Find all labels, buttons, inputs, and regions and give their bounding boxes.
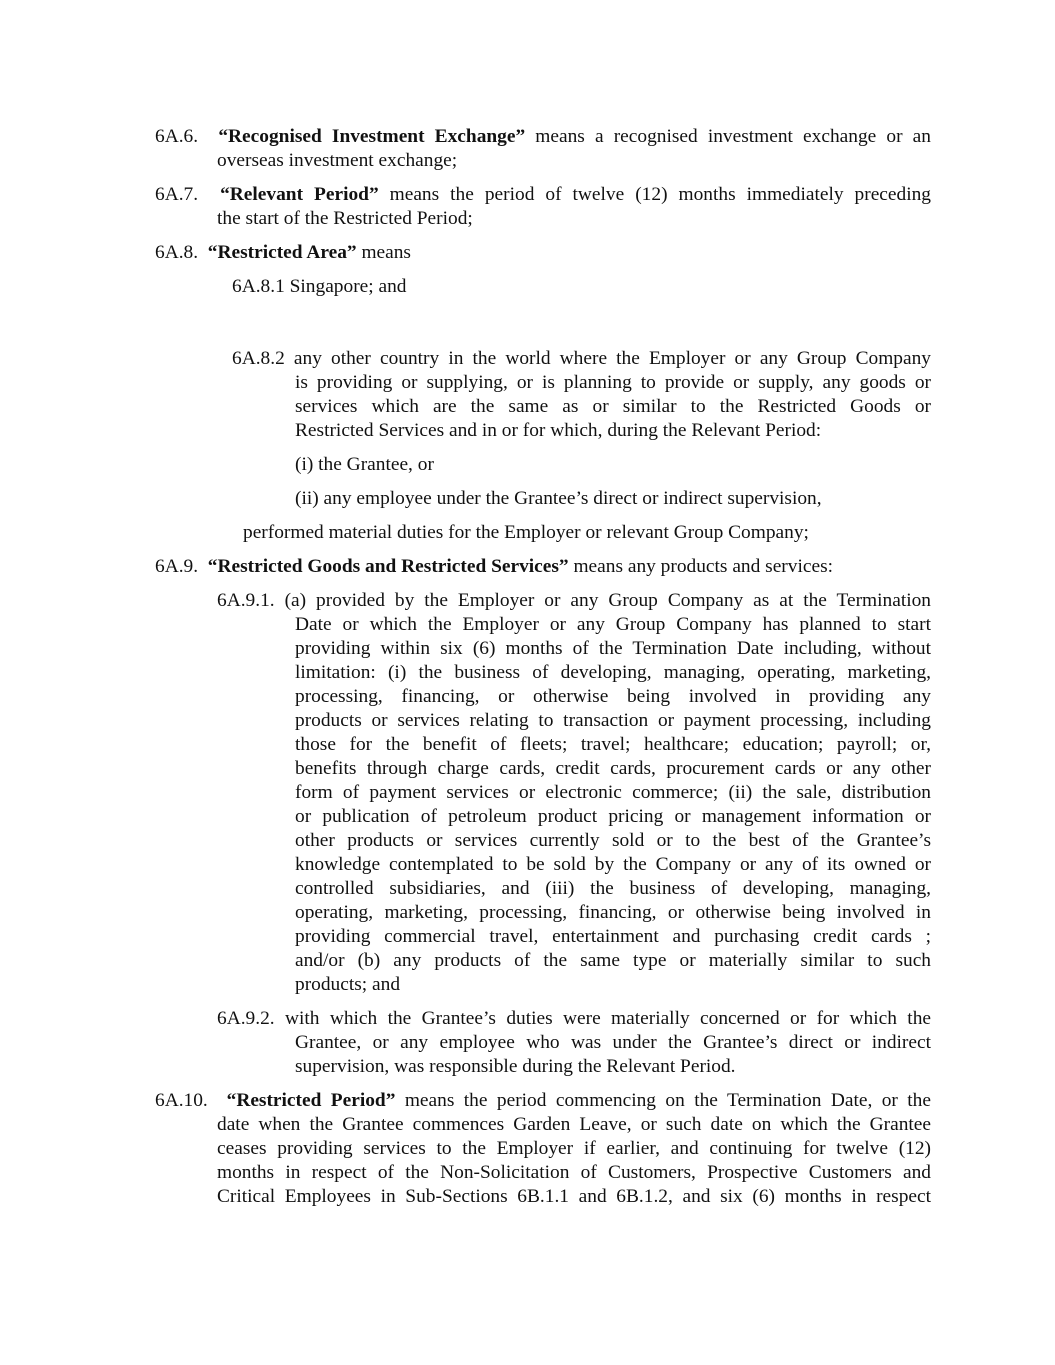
item-6A8-2-line: Restricted Services and in or for which, during the Relevant Period: [295,420,822,441]
item-6A9-1-line: form of payment services or electronic commerce; (ii) the sale, distribution [295,782,931,803]
item-6A9-2-line: Grantee, or any employee who was under the Grantee’s direct or indirect [295,1032,931,1053]
sub-item-i: (i) the Grantee, or [295,454,434,475]
section-6A10-line1 [155,1089,931,1113]
item-6A9-1-line: 6A.9.1. (a) provided by the Employer or any Group Company as at the Termination [217,590,931,611]
defined-term: “Restricted Period” [226,1090,396,1111]
defined-term: “Recognised Investment Exchange” [218,126,526,147]
sub-item-ii: (ii) any employee under the Grantee’s direct or indirect supervision, [295,488,822,509]
item-6A9-1-line: limitation: (i) the business of developing, managing, operating, marketing, [295,662,931,683]
item-6A9-1-line: controlled subsidiaries, and (iii) the business of developing, managing, [295,878,931,899]
section-number: 6A.10. [155,1090,208,1111]
item-6A8-2-line: services which are the same as or similar to the Restricted Goods or [295,396,931,417]
item-6A8-2-line: is providing or supplying, or is planning to provide or supply, any goods or [295,372,931,393]
item-6A9-2-line: 6A.9.2. with which the Grantee’s duties were materially concerned or for which the [217,1008,931,1029]
item-6A9-1-line: those for the benefit of fleets; travel; healthcare; education; payroll; or, [295,734,931,755]
defined-term: “Relevant Period” [220,184,379,205]
section-6A7-line1 [155,183,931,207]
definition-text: means any products and services: [568,556,833,577]
definition-text: means a recognised investment exchange or an [525,126,931,147]
item-6A8-2-line: 6A.8.2 any other country in the world where the Employer or any Group Company [232,348,931,369]
item-6A8-1: 6A.8.1 Singapore; and [232,276,407,297]
section-number: 6A.8. [155,242,199,263]
section-6A6-line1 [155,125,931,149]
section-number: 6A.6. [155,126,199,147]
section-6A10-line: date when the Grantee commences Garden Leave, or such date on which the Grantee [217,1114,931,1135]
item-6A9-1-line: products; and [295,974,401,995]
item-6A9-1-line: benefits through charge cards, credit cards, procurement cards or any other [295,758,931,779]
definition-text: means the period of twelve (12) months immediately preceding [378,184,931,205]
section-number: 6A.9. [155,556,199,577]
defined-term: “Restricted Goods and Restricted Services” [207,556,569,577]
section-6A6-line2: overseas investment exchange; [217,150,458,171]
item-6A9-2-line: supervision, was responsible during the Relevant Period. [295,1056,736,1077]
item-6A9-1-line: and/or (b) any products of the same type or materially similar to such [295,950,931,971]
section-6A10-line: ceases providing services to the Employer if earlier, and continuing for twelve (12) [217,1138,931,1159]
section-6A7-line2: the start of the Restricted Period; [217,208,473,229]
item-6A9-1-line: providing commercial travel, entertainment and purchasing credit cards ; [295,926,931,947]
section-6A8-closing: performed material duties for the Employer or relevant Group Company; [243,522,809,543]
item-6A9-1-line: processing, financing, or otherwise being involved in providing any [295,686,931,707]
definition-text: means [356,242,411,263]
definition-text: means the period commencing on the Termination Date, or the [395,1090,931,1111]
section-6A10-line: Critical Employees in Sub-Sections 6B.1.1 and 6B.1.2, and six (6) months in respect [217,1186,931,1207]
section-6A10-line: months in respect of the Non-Solicitation of Customers, Prospective Customers and [217,1162,931,1183]
item-6A9-1-line: operating, marketing, processing, financing, or otherwise being involved in [295,902,931,923]
defined-term: “Restricted Area” [207,242,357,263]
section-number: 6A.7. [155,184,199,205]
item-6A9-1-line: knowledge contemplated to be sold by the Company or any of its owned or [295,854,931,875]
section-6A8-line1 [155,241,411,265]
item-6A9-1-line: Date or which the Employer or any Group Company has planned to start [295,614,931,635]
item-6A9-1-line: products or services relating to transaction or payment processing, including [295,710,931,731]
item-6A9-1-line: providing within six (6) months of the Termination Date including, without [295,638,931,659]
section-6A9-line1 [155,555,833,579]
item-6A9-1-line: other products or services currently sold or to the best of the Grantee’s [295,830,931,851]
item-6A9-1-line: or publication of petroleum product pricing or management information or [295,806,931,827]
